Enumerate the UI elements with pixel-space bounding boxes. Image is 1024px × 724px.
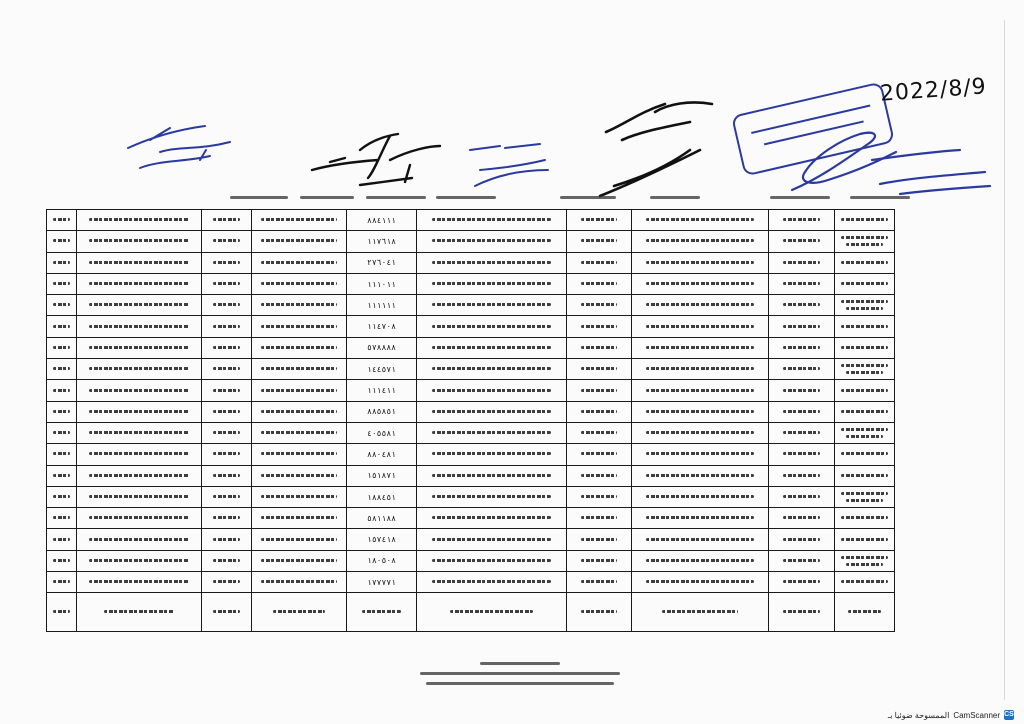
table-header-cell: [632, 593, 769, 632]
table-cell: [835, 231, 895, 252]
table-cell: [835, 401, 895, 422]
table-cell: [77, 422, 202, 443]
table-cell: [47, 359, 77, 380]
table-cell: [252, 359, 347, 380]
signature-2: [312, 134, 440, 185]
table-cell: [202, 359, 252, 380]
table-cell: [632, 529, 769, 550]
table-cell: [347, 529, 417, 550]
table-row: [47, 486, 895, 507]
table-cell: [417, 231, 567, 252]
table-cell: [567, 337, 632, 358]
footer-note: [420, 660, 620, 690]
table-cell: [347, 422, 417, 443]
table-cell: [769, 444, 835, 465]
table-cell: [417, 550, 567, 571]
table-cell: [347, 231, 417, 252]
table-cell: [769, 337, 835, 358]
table-cell: [77, 359, 202, 380]
table-cell: [835, 508, 895, 529]
table-cell: [835, 572, 895, 593]
table-cell: [202, 273, 252, 294]
table-cell: [47, 337, 77, 358]
table-cell: [567, 210, 632, 231]
table-cell: [769, 422, 835, 443]
table-cell: [77, 465, 202, 486]
table-cell: [77, 572, 202, 593]
table-cell: [77, 550, 202, 571]
table-cell: [77, 508, 202, 529]
column-title-row: [230, 192, 990, 206]
table-row: [47, 422, 895, 443]
table-cell: [835, 273, 895, 294]
table-cell: [567, 252, 632, 273]
table-cell: [769, 295, 835, 316]
table-cell: [202, 486, 252, 507]
table-row: [47, 380, 895, 401]
table-cell: [77, 380, 202, 401]
table-cell: [632, 273, 769, 294]
table-header-cell: [417, 593, 567, 632]
camscanner-logo-icon: CS: [1004, 711, 1014, 718]
table-cell: [252, 444, 347, 465]
table-cell: [202, 550, 252, 571]
table-row: [47, 529, 895, 550]
table-cell: [47, 465, 77, 486]
table-cell: [417, 401, 567, 422]
table-cell: [47, 401, 77, 422]
table-cell: [769, 359, 835, 380]
table-cell: [47, 444, 77, 465]
table-cell: [347, 316, 417, 337]
table-cell: [567, 486, 632, 507]
table-cell: [252, 273, 347, 294]
table-header-cell: [567, 593, 632, 632]
table-cell: [632, 550, 769, 571]
table-cell: [347, 486, 417, 507]
table-header-cell: [835, 593, 895, 632]
id-number: ١١١٤١١: [367, 386, 396, 396]
table-cell: [77, 486, 202, 507]
table-row: [47, 337, 895, 358]
table-cell: [347, 295, 417, 316]
table-cell: [567, 444, 632, 465]
table-cell: [417, 273, 567, 294]
table-cell: [252, 486, 347, 507]
table-cell: [417, 337, 567, 358]
table-cell: [835, 529, 895, 550]
data-table: [46, 209, 895, 632]
table-cell: [769, 273, 835, 294]
table-cell: [202, 572, 252, 593]
table-cell: [567, 550, 632, 571]
id-number: ٨٨٤١١١: [367, 215, 396, 225]
table-row: [47, 295, 895, 316]
table-cell: [47, 529, 77, 550]
table-cell: [417, 444, 567, 465]
table-cell: [77, 273, 202, 294]
table-cell: [77, 295, 202, 316]
table-cell: [77, 401, 202, 422]
table-cell: [202, 444, 252, 465]
table-row: [47, 508, 895, 529]
table-cell: [769, 529, 835, 550]
table-cell: [769, 550, 835, 571]
id-number: ٢٧٦٠٤١: [367, 258, 396, 268]
watermark-prefix: الممسوحة ضوئيا بـ: [887, 710, 950, 720]
table-cell: [252, 252, 347, 273]
camscanner-watermark: [888, 710, 1014, 720]
table-cell: [47, 210, 77, 231]
table-cell: [567, 273, 632, 294]
table-cell: [252, 572, 347, 593]
table-cell: [77, 316, 202, 337]
table-row: [47, 465, 895, 486]
table-cell: [632, 337, 769, 358]
table-cell: [769, 231, 835, 252]
table-row: [47, 273, 895, 294]
table-cell: [252, 337, 347, 358]
table-cell: [567, 295, 632, 316]
table-cell: [202, 401, 252, 422]
table-row: [47, 316, 895, 337]
table-cell: [769, 316, 835, 337]
table-cell: [202, 337, 252, 358]
table-cell: [835, 422, 895, 443]
table-cell: [632, 210, 769, 231]
handwritten-date: 2022/8/9: [879, 74, 988, 107]
table-cell: [347, 508, 417, 529]
table-cell: [835, 359, 895, 380]
id-number: ١٥١٨٧١: [367, 471, 396, 481]
table-row: [47, 401, 895, 422]
table-cell: [77, 444, 202, 465]
table-cell: [835, 295, 895, 316]
table-cell: [632, 401, 769, 422]
table-cell: [567, 316, 632, 337]
table-cell: [417, 508, 567, 529]
table-header-cell: [202, 593, 252, 632]
table-cell: [769, 572, 835, 593]
table-cell: [47, 252, 77, 273]
table-cell: [347, 359, 417, 380]
table-cell: [252, 231, 347, 252]
table-cell: [417, 316, 567, 337]
table-header-cell: [347, 593, 417, 632]
table-cell: [77, 529, 202, 550]
table-cell: [632, 316, 769, 337]
table-cell: [835, 465, 895, 486]
table-cell: [47, 316, 77, 337]
table-cell: [202, 529, 252, 550]
id-number: ١٨٨٤٥١: [367, 492, 396, 502]
table-cell: [567, 380, 632, 401]
table-cell: [347, 401, 417, 422]
table-cell: [77, 252, 202, 273]
table-cell: [835, 252, 895, 273]
table-cell: [632, 231, 769, 252]
table-cell: [252, 529, 347, 550]
table-header-row: [47, 593, 895, 632]
table-cell: [202, 295, 252, 316]
id-number: ١٥٧٤١٨: [367, 535, 396, 545]
table-cell: [202, 252, 252, 273]
table-cell: [632, 359, 769, 380]
table-cell: [567, 465, 632, 486]
table-cell: [347, 444, 417, 465]
table-cell: [347, 572, 417, 593]
table-cell: [417, 380, 567, 401]
id-number: ١١١١١١: [367, 300, 396, 310]
watermark-app-name: CamScanner: [953, 710, 1000, 720]
table-cell: [47, 273, 77, 294]
table-cell: [202, 465, 252, 486]
table-cell: [252, 380, 347, 401]
table-header-cell: [47, 593, 77, 632]
table-cell: [47, 231, 77, 252]
table-cell: [77, 210, 202, 231]
table-cell: [567, 231, 632, 252]
table-cell: [835, 316, 895, 337]
table-cell: [835, 337, 895, 358]
table-cell: [632, 422, 769, 443]
id-number: ٨٨٥٨٥١: [367, 407, 396, 417]
table-cell: [769, 380, 835, 401]
table-cell: [252, 422, 347, 443]
table-row: [47, 231, 895, 252]
id-number: ١٤٤٥٧١: [367, 364, 396, 374]
table-cell: [567, 359, 632, 380]
table-cell: [417, 465, 567, 486]
table-cell: [769, 486, 835, 507]
signature-3: [470, 144, 548, 186]
table-cell: [417, 252, 567, 273]
table-header-cell: [77, 593, 202, 632]
table-cell: [632, 252, 769, 273]
table-cell: [202, 316, 252, 337]
id-number: ١١١٠١١: [367, 279, 396, 289]
table-cell: [347, 273, 417, 294]
table-cell: [835, 550, 895, 571]
id-number: ٤٠٥٥٨١: [367, 428, 396, 438]
table-cell: [417, 422, 567, 443]
table-header-cell: [769, 593, 835, 632]
table-cell: [835, 210, 895, 231]
table-cell: [47, 295, 77, 316]
id-number: ٥٨١١٨٨: [367, 513, 396, 523]
table-cell: [347, 252, 417, 273]
table-cell: [47, 422, 77, 443]
table-cell: [347, 337, 417, 358]
table-cell: [252, 210, 347, 231]
table-cell: [347, 380, 417, 401]
table-cell: [252, 295, 347, 316]
table-cell: [47, 508, 77, 529]
table-cell: [417, 210, 567, 231]
table-cell: [347, 465, 417, 486]
table-cell: [77, 337, 202, 358]
id-number: ٥٧٨٨٨٨: [367, 343, 396, 353]
table-cell: [252, 508, 347, 529]
table-row: [47, 444, 895, 465]
table-cell: [47, 550, 77, 571]
table-cell: [417, 486, 567, 507]
table-row: [47, 572, 895, 593]
table-header-cell: [252, 593, 347, 632]
table-cell: [47, 486, 77, 507]
table-cell: [769, 401, 835, 422]
table-cell: [632, 465, 769, 486]
table-cell: [77, 231, 202, 252]
table-cell: [252, 401, 347, 422]
table-cell: [417, 572, 567, 593]
table-cell: [252, 550, 347, 571]
table-row: [47, 359, 895, 380]
table-cell: [567, 572, 632, 593]
table-cell: [417, 529, 567, 550]
table-cell: [632, 572, 769, 593]
table-cell: [567, 529, 632, 550]
table-cell: [417, 359, 567, 380]
table-cell: [47, 572, 77, 593]
table-cell: [835, 486, 895, 507]
table-cell: [252, 316, 347, 337]
table-cell: [632, 508, 769, 529]
table-cell: [835, 444, 895, 465]
table-row: [47, 252, 895, 273]
table-cell: [769, 210, 835, 231]
table-cell: [567, 422, 632, 443]
table-cell: [769, 252, 835, 273]
table-cell: [202, 380, 252, 401]
table-cell: [567, 401, 632, 422]
table-cell: [202, 422, 252, 443]
table-cell: [202, 508, 252, 529]
table-cell: [632, 380, 769, 401]
table-cell: [252, 465, 347, 486]
table-cell: [47, 380, 77, 401]
table-cell: [347, 550, 417, 571]
table-cell: [202, 231, 252, 252]
table-cell: [202, 210, 252, 231]
table-cell: [769, 465, 835, 486]
table-cell: [417, 295, 567, 316]
table-cell: [632, 295, 769, 316]
id-number: ١٨٠٥٠٨: [367, 556, 396, 566]
id-number: ١١٤٧٠٨: [367, 322, 396, 332]
id-number: ١١٧٦١٨: [367, 236, 396, 246]
id-number: ٨٨٠٤٨١: [367, 449, 396, 459]
table-cell: [347, 210, 417, 231]
id-number: ١٧٧٧٧١: [367, 577, 396, 587]
signature-1: [128, 126, 230, 168]
table-cell: [632, 486, 769, 507]
table-cell: [769, 508, 835, 529]
signature-4: [600, 102, 712, 196]
table-cell: [567, 508, 632, 529]
table-cell: [632, 444, 769, 465]
table-row: [47, 550, 895, 571]
table-row: [47, 210, 895, 231]
table-cell: [835, 380, 895, 401]
